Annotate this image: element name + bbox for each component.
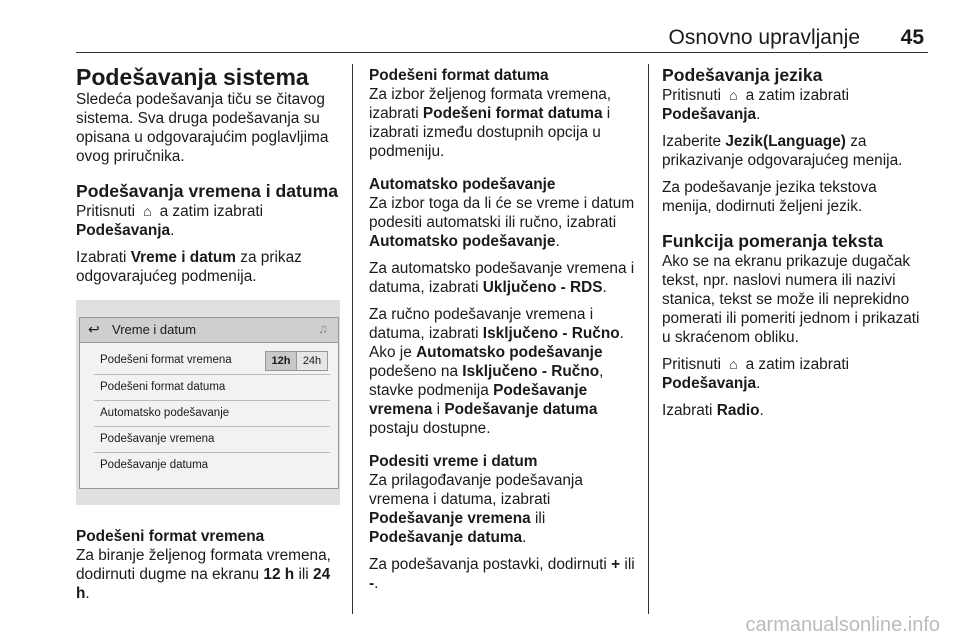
- menu-item-set-time[interactable]: Podešavanje vremena: [100, 433, 215, 445]
- paragraph-lang-touch: Za podešavanje jezika tekstova menija, dodirnuti željeni jezik.: [662, 179, 877, 215]
- paragraph-scroll-desc: Ako se na ekranu prikazuje dugačak tekst, npr. naslovi numera ili nazivi stanica, tekst se može ili neprekidno pomerati ili pomeriti jednom i prikazati u skraćenom obliku.: [662, 253, 920, 346]
- paragraph-select-time-date: Izabrati Vreme i datum za prikaz odgovarajućeg podmenija.: [76, 249, 302, 285]
- home-icon: ⌂: [729, 87, 738, 103]
- right-column: [662, 64, 928, 420]
- menu-item-set-date[interactable]: Podešavanje datuma: [100, 459, 209, 471]
- menu-item-time-format[interactable]: Podešeni format vremena 12h 24h: [80, 348, 338, 372]
- middle-column: [369, 66, 635, 593]
- infotainment-screenshot: [76, 300, 340, 505]
- time-format-toggle[interactable]: [265, 351, 328, 371]
- music-note-icon: ♫: [318, 321, 328, 336]
- menu-item-auto-set[interactable]: Automatsko podešavanje: [100, 407, 230, 419]
- menu-title: Vreme i datum: [112, 322, 197, 337]
- paragraph-time-format: Za biranje željenog formata vremena, dodirnuti dugme na ekranu 12 h ili 24 h.: [76, 547, 331, 602]
- running-header-title: Osnovno upravljanje: [668, 26, 860, 49]
- paragraph-date-format: Za izbor željenog formata vremena, izabrati Podešeni format datuma i izabrati između dostupnih opcija u podmeniju.: [369, 86, 612, 160]
- left-column-bottom: [76, 527, 342, 603]
- paragraph-press-home: Pritisnuti ⌂ a zatim izabrati Podešavanja.: [76, 203, 264, 239]
- home-icon: ⌂: [729, 356, 738, 372]
- heading-date-format: Podešeni format datuma: [369, 67, 549, 84]
- paragraph-adjust: Za podešavanja postavki, dodirnuti + ili -.: [369, 556, 635, 592]
- paragraph-manual: Za ručno podešavanje vremena i datuma, izabrati Isključeno - Ručno. Ako je Automatsko podešavanje podešeno na Isključeno - Ručno, stavke podmenija Podešavanje vremena i Podešavanje datuma postaju dostupne.: [369, 306, 624, 437]
- paragraph-set-time-date: Za prilagođavanje podešavanja vremena i datuma, izabrati Podešavanje vremena ili Podešavanje datuma.: [369, 472, 583, 546]
- header-rule: [76, 52, 928, 53]
- menu-header: [80, 318, 338, 343]
- paragraph-select-radio: Izabrati Radio.: [662, 402, 764, 419]
- heading-time-date: Podešavanja vremena i datuma: [76, 181, 339, 201]
- paragraph-lang-press-home: Pritisnuti ⌂ a zatim izabrati Podešavanja.: [662, 87, 850, 123]
- watermark: carmanualsonline.info: [745, 614, 940, 636]
- column-divider-2: [648, 64, 649, 614]
- heading-auto-set: Automatsko podešavanje: [369, 176, 556, 193]
- paragraph-auto-set: Za izbor toga da li će se vreme i datum podesiti automatski ili ručno, izabrati Automatsko podešavanje.: [369, 195, 635, 250]
- option-12h[interactable]: 12h: [266, 352, 296, 370]
- menu-item-date-format[interactable]: Podešeni format datuma: [100, 381, 226, 393]
- column-divider-1: [352, 64, 353, 614]
- heading-set-time-date: Podesiti vreme i datum: [369, 453, 538, 470]
- heading-time-format: Podešeni format vremena: [76, 528, 265, 545]
- menu-panel: [79, 317, 339, 489]
- home-icon: ⌂: [143, 203, 152, 219]
- option-24h[interactable]: 24h: [296, 352, 327, 370]
- paragraph-scroll-press-home: Pritisnuti ⌂ a zatim izabrati Podešavanja.: [662, 356, 850, 392]
- back-arrow-icon[interactable]: ↩: [88, 321, 100, 337]
- heading-language: Podešavanja jezika: [662, 65, 823, 85]
- paragraph-lang-select: Izaberite Jezik(Language) za prikazivanje odgovarajućeg menija.: [662, 133, 903, 169]
- paragraph-auto-rds: Za automatsko podešavanje vremena i datuma, izabrati Uključeno - RDS.: [369, 260, 635, 296]
- heading-text-scroll: Funkcija pomeranja teksta: [662, 231, 883, 251]
- section-title-system-settings: Podešavanja sistema: [76, 64, 309, 90]
- left-column: [76, 64, 342, 286]
- page-number: 45: [900, 26, 924, 49]
- intro-paragraph: Sledeća podešavanja tiču se čitavog sistema. Sva druga podešavanja su opisana u odgovarajućim poglavljima ovog priručnika.: [76, 91, 329, 165]
